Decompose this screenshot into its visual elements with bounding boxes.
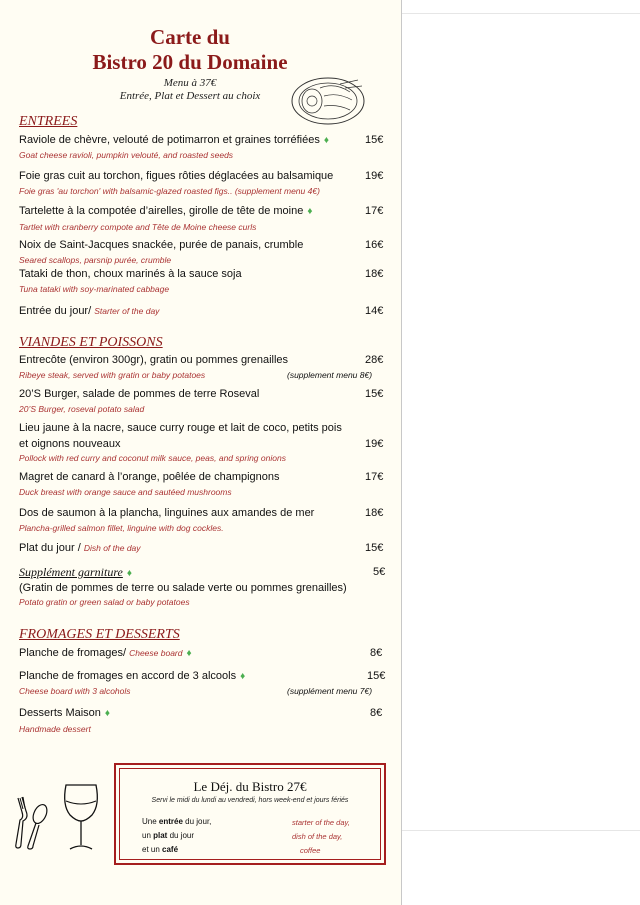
- dej-en-2: dish of the day,: [292, 832, 343, 841]
- entree-5-price: 18€: [365, 268, 384, 280]
- diamond-icon: ♦: [240, 671, 246, 682]
- supplement-garniture-translation: Potato gratin or green salad or baby potatoes: [19, 597, 190, 607]
- dej-en-3: coffee: [300, 846, 321, 855]
- entree-6: Entrée du jour/ Starter of the day: [19, 305, 160, 317]
- entree-2: Foie gras cuit au torchon, figues rôties déglacées au balsamique: [19, 170, 334, 182]
- cutlery-icon: [12, 794, 52, 850]
- entree-6-translation: Starter of the day: [94, 306, 160, 316]
- entree-3: Tartelette à la compotée d’airelles, girolle de tête de moine ♦: [19, 205, 313, 217]
- viande-4: Magret de canard à l’orange, poêlée de champignons: [19, 471, 280, 483]
- section-fromages: FROMAGES ET DESSERTS: [19, 627, 180, 642]
- dej-line-3: et un café: [142, 845, 179, 854]
- viande-2-price: 15€: [365, 388, 384, 400]
- fromage-3-price: 8€: [370, 707, 383, 719]
- diamond-icon: ♦: [104, 708, 111, 719]
- plate-icon: [290, 74, 368, 126]
- viande-1: Entrecôte (environ 300gr), gratin ou pommes grenailles: [19, 354, 289, 366]
- divider: [402, 13, 640, 14]
- entree-3-price: 17€: [365, 205, 384, 217]
- fromage-1-translation: Cheese board: [129, 648, 183, 658]
- section-entrees: ENTREES: [19, 114, 78, 129]
- viande-2: 20’S Burger, salade de pommes de terre Roseval: [19, 388, 260, 400]
- viande-3-line2: et oignons nouveaux: [19, 438, 121, 450]
- entree-5-translation: Tuna tataki with soy-marinated cabbage: [19, 284, 170, 294]
- viande-1-price: 28€: [365, 354, 384, 366]
- entree-1-price: 15€: [365, 134, 384, 146]
- dej-box: [114, 763, 386, 865]
- diamond-icon: ♦: [307, 206, 313, 217]
- dej-line-2: un plat du jour: [142, 831, 195, 840]
- diamond-icon: ♦: [323, 135, 329, 146]
- viande-3-line1: Lieu jaune à la nacre, sauce curry rouge et lait de coco, petits pois: [19, 422, 342, 434]
- wine-glass-icon: [60, 781, 102, 855]
- fromage-2-price: 15€: [367, 670, 386, 682]
- entree-2-translation: Foie gras 'au torchon' with balsamic-glazed roasted figs.. (supplement menu 4€): [19, 186, 320, 196]
- entree-1: Raviole de chèvre, velouté de potimarron et graines torréfiées ♦: [19, 134, 329, 146]
- entree-4-translation: Seared scallops, parsnip purée, crumble: [19, 255, 172, 265]
- viande-1-translation: Ribeye steak, served with gratin or baby potatoes: [19, 370, 206, 380]
- diamond-icon: ♦: [126, 568, 132, 579]
- fromage-2: Planche de fromages en accord de 3 alcools ♦: [19, 670, 246, 682]
- menu-title-line2: Bistro 20 du Domaine: [92, 50, 288, 74]
- supplement-garniture: Supplément garniture ♦: [19, 565, 132, 579]
- viande-3-translation: Pollock with red curry and coconut milk sauce, peas, and spring onions: [19, 453, 286, 463]
- fromage-1-price: 8€: [370, 647, 383, 659]
- viande-5: Dos de saumon à la plancha, linguines aux amandes de mer: [19, 507, 315, 519]
- viande-6: Plat du jour / Dish of the day: [19, 542, 141, 554]
- menu-description: Entrée, Plat et Dessert au choix: [119, 90, 261, 102]
- blank-area: [402, 0, 640, 905]
- viande-5-translation: Plancha-grilled salmon fillet, linguine with dog cockles.: [19, 523, 224, 533]
- fromage-2-supplement: (supplément menu 7€): [287, 686, 373, 696]
- viande-3-price: 19€: [365, 438, 384, 450]
- viande-4-price: 17€: [365, 471, 384, 483]
- section-viandes: VIANDES ET POISSONS: [19, 335, 163, 350]
- supplement-garniture-desc: (Gratin de pommes de terre ou salade verte ou pommes grenailles): [19, 582, 347, 594]
- viande-6-price: 15€: [365, 542, 384, 554]
- fromage-1: Planche de fromages/ Cheese board ♦: [19, 647, 192, 659]
- viande-1-supplement: (supplement menu 8€): [287, 370, 373, 380]
- diamond-icon: ♦: [186, 648, 192, 659]
- entree-6-price: 14€: [365, 305, 384, 317]
- dej-subtitle: Servi le midi du lundi au vendredi, hors week-end et jours fériés: [151, 797, 349, 804]
- entree-3-translation: Tartlet with cranberry compote and Tête de Moine cheese curls: [19, 222, 257, 232]
- dej-title: Le Déj. du Bistro 27€: [193, 779, 307, 794]
- entree-4: Noix de Saint-Jacques snackée, purée de panais, crumble: [19, 239, 304, 251]
- menu-price: Menu à 37€: [163, 77, 217, 89]
- entree-4-price: 16€: [365, 239, 384, 251]
- entree-2-price: 19€: [365, 170, 384, 182]
- supplement-garniture-price: 5€: [373, 566, 386, 578]
- dej-en-1: starter of the day,: [292, 818, 350, 827]
- viande-6-translation: Dish of the day: [83, 543, 141, 553]
- viande-2-translation: 20’S Burger, roseval potato salad: [19, 404, 145, 414]
- divider: [402, 830, 640, 831]
- dej-line-1: Une entrée du jour,: [142, 817, 212, 826]
- fromage-3-translation: Handmade dessert: [19, 724, 91, 734]
- menu-title-line1: Carte du: [150, 25, 230, 49]
- entree-1-translation: Goat cheese ravioli, pumpkin velouté, and roasted seeds: [19, 150, 234, 160]
- viande-4-translation: Duck breast with orange sauce and sautéed mushrooms: [19, 487, 232, 497]
- fromage-2-translation: Cheese board with 3 alcohols: [19, 686, 131, 696]
- viande-5-price: 18€: [365, 507, 384, 519]
- fromage-3: Desserts Maison ♦: [19, 707, 111, 719]
- entree-5: Tataki de thon, choux marinés à la sauce soja: [19, 268, 242, 280]
- dej-box-inner: [119, 768, 381, 860]
